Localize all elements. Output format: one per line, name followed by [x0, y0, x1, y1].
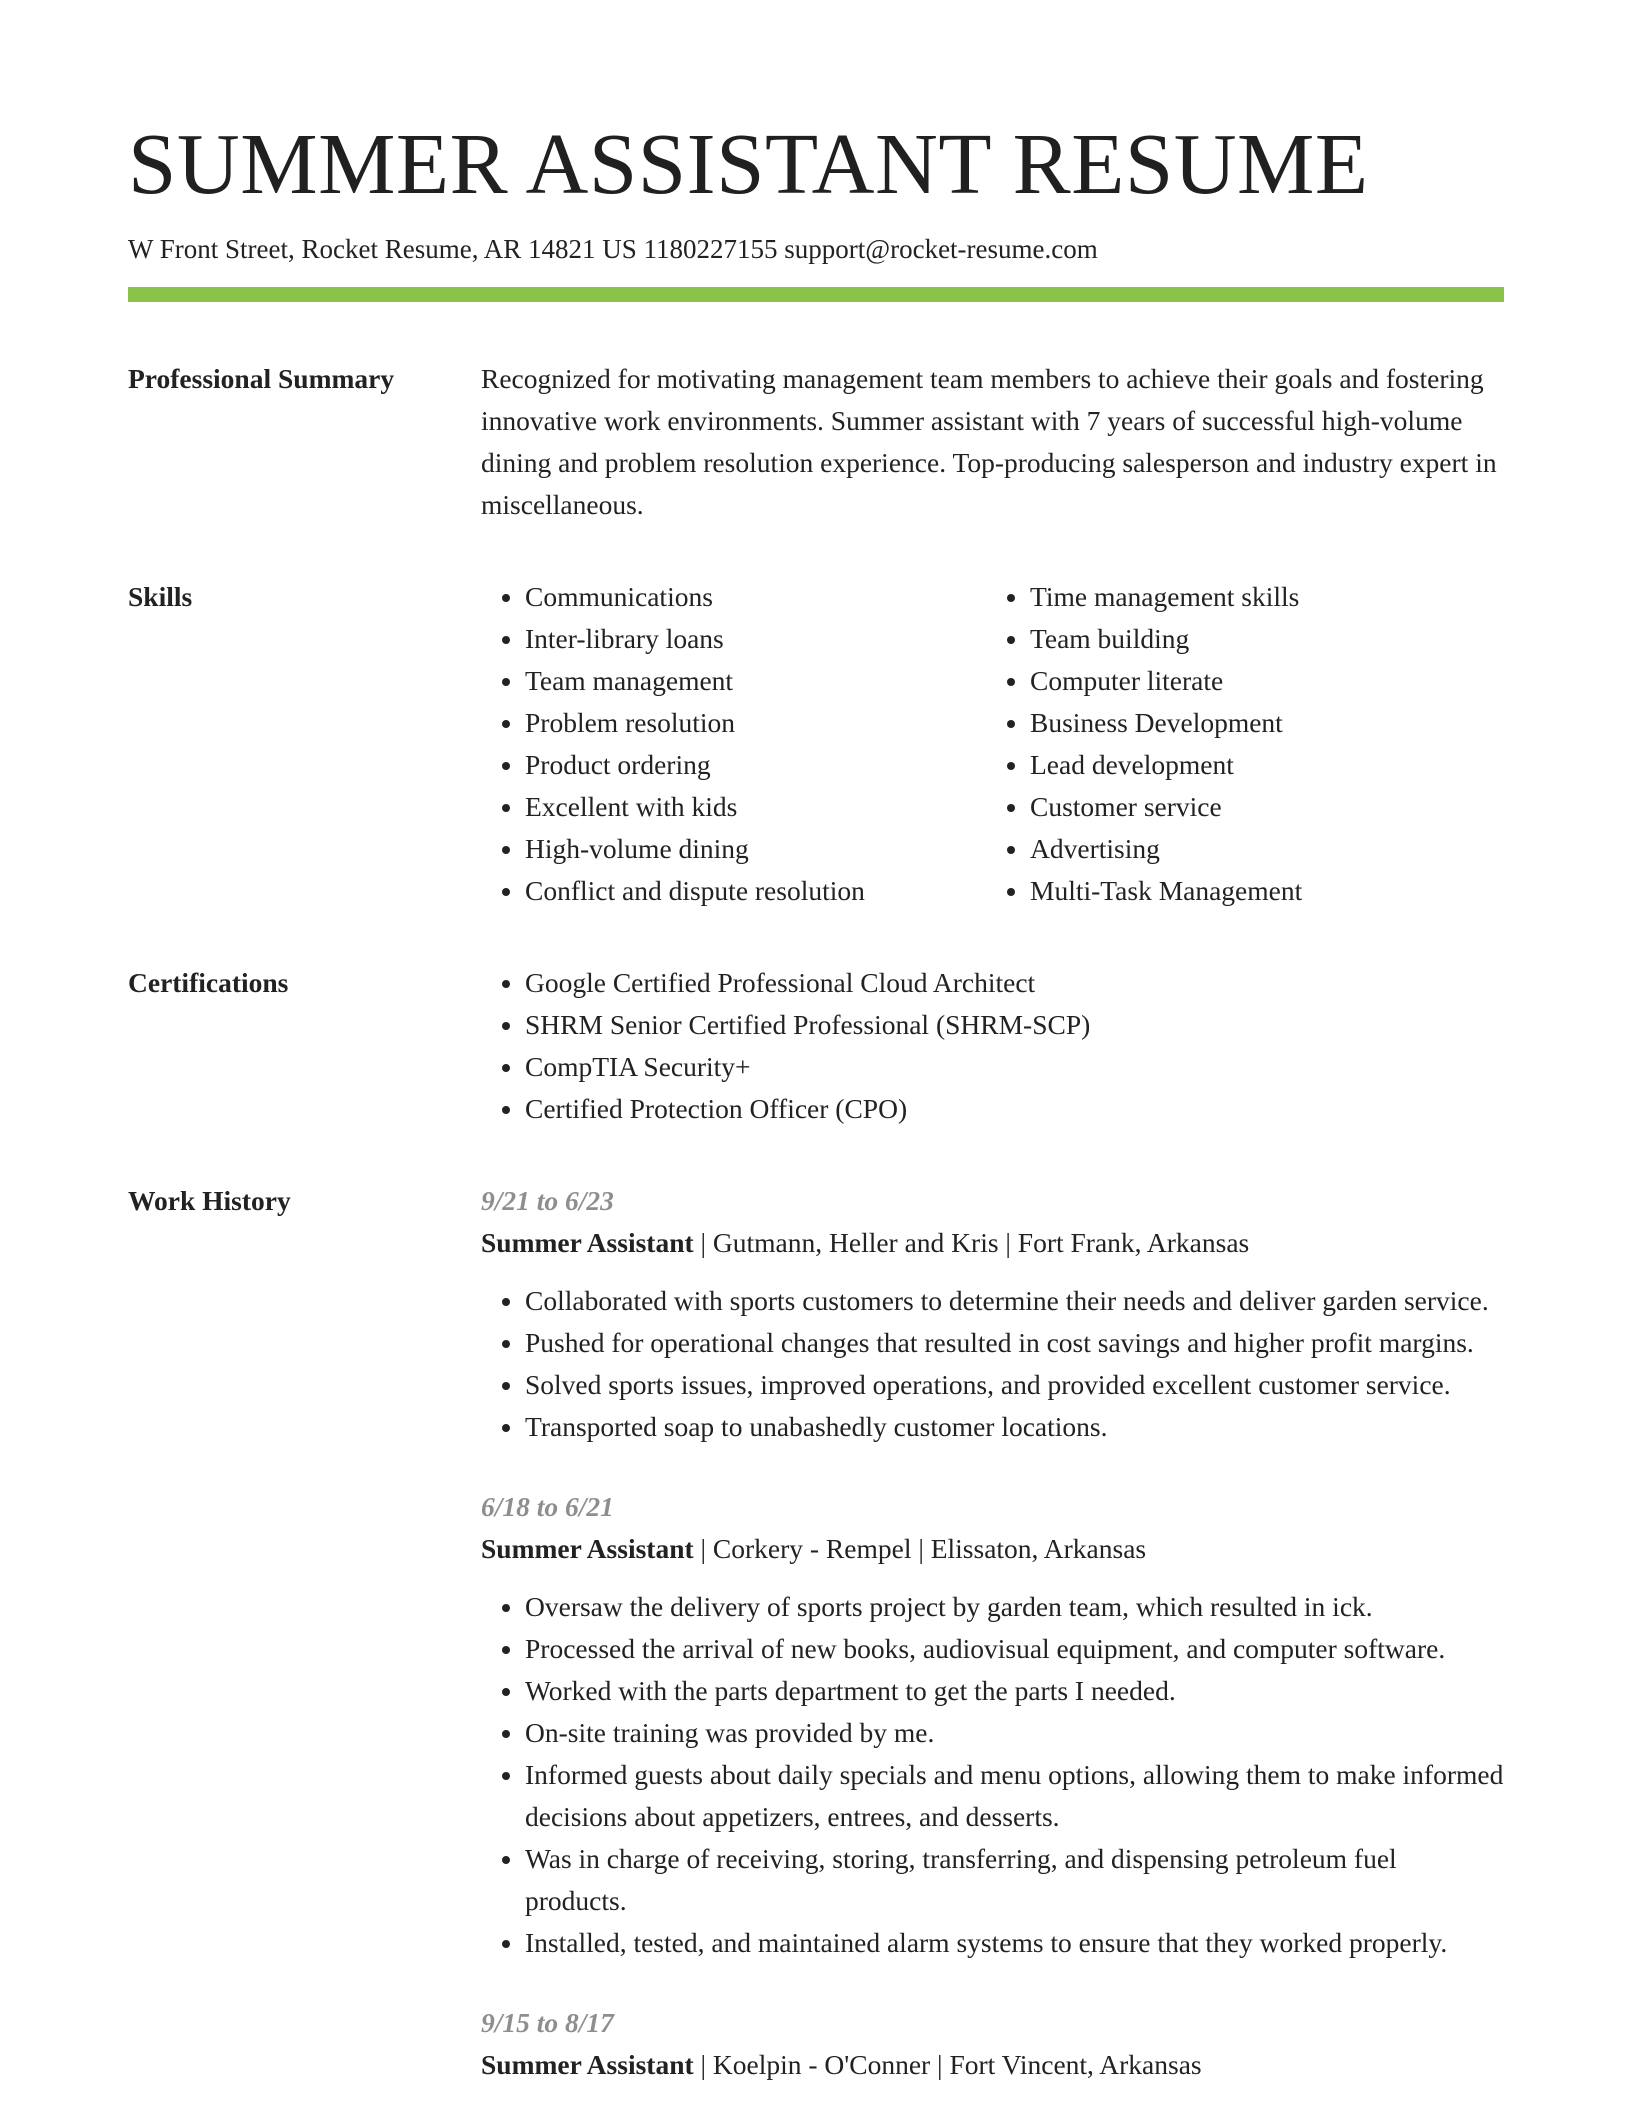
job-details: | Corkery - Rempel | Elissaton, Arkansas: [693, 1533, 1147, 1565]
job-bullet: • Was in charge of receiving, storing, transferring, and dispensing petroleum fuel products.: [525, 1838, 1504, 1922]
certifications-section: [128, 962, 1504, 1130]
job-bullets: [481, 1586, 1504, 1964]
job-entry: [481, 1180, 1504, 1448]
job-bullet: • Pushed for operational changes that resulted in cost savings and higher profit margins.: [525, 1322, 1504, 1364]
skill-item: • Customer service: [1030, 786, 1491, 828]
summary-body: [481, 358, 1504, 526]
skill-item: • Team management: [525, 660, 986, 702]
skill-item: • Excellent with kids: [525, 786, 986, 828]
job-bullets: [481, 1280, 1504, 1448]
job-bullet: • Oversaw the delivery of sports project by garden team, which resulted in ick.: [525, 1586, 1504, 1628]
certification-item: • CompTIA Security+: [525, 1046, 1504, 1088]
skills-column-1: [481, 576, 986, 912]
skill-item: • Problem resolution: [525, 702, 986, 744]
contact-line: W Front Street, Rocket Resume, AR 14821 US 1180227155 support@rocket-resume.com: [128, 234, 1098, 264]
certification-item: • Certified Protection Officer (CPO): [525, 1088, 1504, 1130]
job-details: | Gutmann, Heller and Kris | Fort Frank, Arkansas: [693, 1227, 1250, 1259]
summary-text: Recognized for motivating management team members to achieve their goals and fostering innovative work environments. Summer assistant with 7 years of successful high-volume dining and problem resolution experience. Top-producing salesperson and industry expert in miscellaneous.: [481, 363, 1497, 521]
skill-item: • Product ordering: [525, 744, 986, 786]
summary-section: [128, 358, 1504, 526]
skill-item: • Time management skills: [1030, 576, 1491, 618]
skill-item: • Communications: [525, 576, 986, 618]
header-divider: [128, 287, 1504, 302]
job-bullet: • Collaborated with sports customers to determine their needs and deliver garden service.: [525, 1280, 1504, 1322]
skill-item: • Advertising: [1030, 828, 1491, 870]
job-heading: [481, 1528, 1504, 1570]
job-bullet: • On-site training was provided by me.: [525, 1712, 1504, 1754]
job-bullet: • Processed the arrival of new books, audiovisual equipment, and computer software.: [525, 1628, 1504, 1670]
job-bullet: • Informed guests about daily specials and menu options, allowing them to make informed decisions about appetizers, entrees, and desserts.: [525, 1754, 1504, 1838]
skill-item: • Conflict and dispute resolution: [525, 870, 986, 912]
job-title: Summer Assistant: [481, 1227, 694, 1259]
job-heading: [481, 2044, 1504, 2086]
skill-item: • Business Development: [1030, 702, 1491, 744]
section-label-skills: Skills: [128, 581, 193, 613]
work-history-body: [481, 1180, 1504, 2124]
certifications-list: [481, 962, 1504, 1130]
certification-item: • Google Certified Professional Cloud Architect: [525, 962, 1504, 1004]
job-bullet: • Installed, tested, and maintained alarm systems to ensure that they worked properly.: [525, 1922, 1504, 1964]
job-date: 9/21 to 6/23: [481, 1185, 614, 1217]
certification-item: • SHRM Senior Certified Professional (SHRM-SCP): [525, 1004, 1504, 1046]
job-date: 6/18 to 6/21: [481, 1491, 614, 1523]
skill-item: • Inter-library loans: [525, 618, 986, 660]
job-date: 9/15 to 8/17: [481, 2007, 614, 2039]
job-bullet: • Solved sports issues, improved operations, and provided excellent customer service.: [525, 1364, 1504, 1406]
section-label-work-history: Work History: [128, 1185, 291, 1217]
skills-body: [481, 576, 1504, 912]
skill-item: • Multi-Task Management: [1030, 870, 1491, 912]
job-title: Summer Assistant: [481, 1533, 694, 1565]
job-bullet: • Worked with the parts department to get the parts I needed.: [525, 1670, 1504, 1712]
skill-item: • High-volume dining: [525, 828, 986, 870]
work-history-section: [128, 1180, 1504, 2124]
job-bullet: • Transported soap to unabashedly customer locations.: [525, 1406, 1504, 1448]
job-heading: [481, 1222, 1504, 1264]
skills-column-2: [986, 576, 1491, 912]
job-details: | Koelpin - O'Conner | Fort Vincent, Arkansas: [693, 2049, 1202, 2081]
section-label-certifications: Certifications: [128, 967, 289, 999]
resume-title: SUMMER ASSISTANT RESUME: [128, 115, 1369, 212]
skill-item: • Team building: [1030, 618, 1491, 660]
certifications-body: [481, 962, 1504, 1130]
skill-item: • Computer literate: [1030, 660, 1491, 702]
skills-section: [128, 576, 1504, 912]
section-label-summary: Professional Summary: [128, 363, 395, 395]
job-entry: [481, 2002, 1504, 2086]
job-title: Summer Assistant: [481, 2049, 694, 2081]
job-entry: [481, 1486, 1504, 1964]
skill-item: • Lead development: [1030, 744, 1491, 786]
